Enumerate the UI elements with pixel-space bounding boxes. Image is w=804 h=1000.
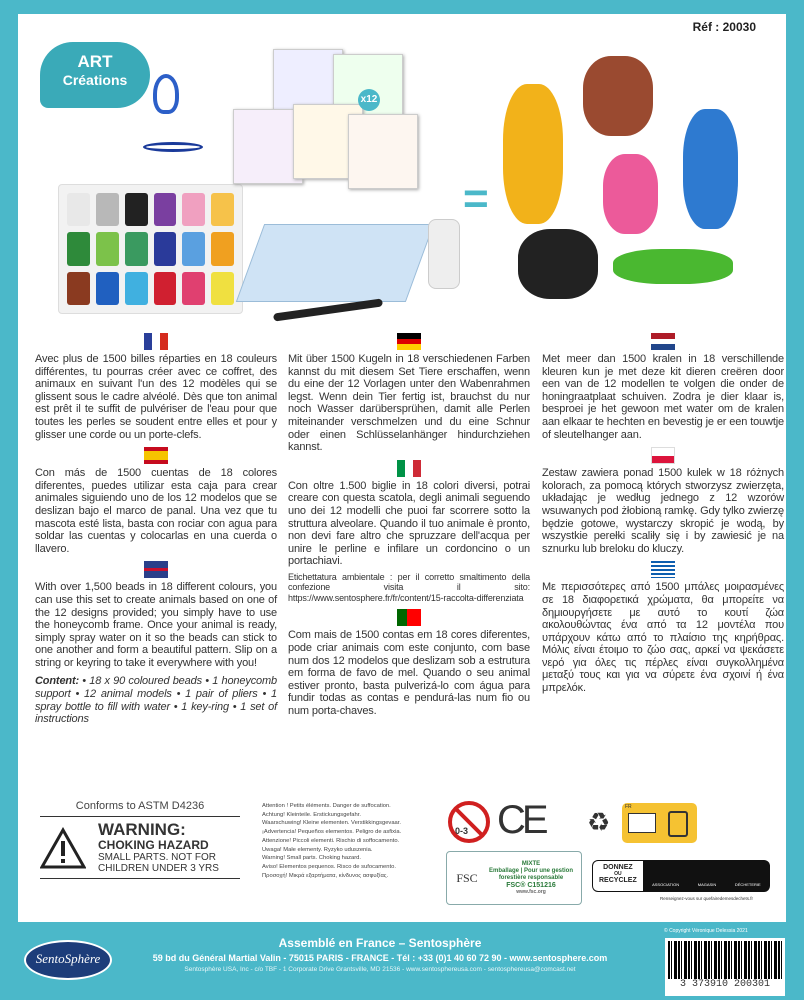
flag-de-icon — [397, 333, 421, 350]
logo-line2: Créations — [62, 72, 128, 88]
attention-line: Aviso! Elementos pequenos. Risco de sufocamento. — [262, 863, 396, 870]
recycling-info: Renseignez-vous sur quefairedemesdechets.fr — [660, 896, 754, 901]
astm-conformity: Conforms to ASTM D4236 — [40, 800, 240, 817]
bead-compartment — [67, 232, 90, 265]
address-fr: 59 bd du Général Martial Valin - 75015 PARIS - FRANCE - Tél : +33 (0)1 40 60 72 90 - www.sentosphere.com — [152, 953, 608, 963]
attention-line: Achtung! Kleinteile. Erstickungsgefahr. — [262, 811, 361, 818]
column-3 — [542, 333, 784, 701]
bead-compartment — [211, 272, 234, 305]
flag-pl-icon — [651, 447, 675, 464]
triman-icon: ♻ — [587, 807, 611, 837]
text-pl: Zestaw zawiera ponad 1500 kulek w 18 różnych kolorach, za pomocą których stworzysz zwierzęta, układając je według jednego z 12 wzorów wsuwanych pod żłobioną ramkę. Gdy tylko zwierzę będzie gotowe, wystarczy skropić je wodą, by wszystkie perełki scaliły się i by zawiesić je na sznurku lub breloku do kluczy. — [542, 467, 784, 555]
text-de: Mit über 1500 Kugeln in 18 verschiedenen Farben kannst du mit diesem Set Tiere erschaffen, wenn du eine der 12 Vorlagen unter den Wabenrahmen legst. Wenn dein Tier fertig ist, brauchst du nur noch Wasser darübersprühen, damit alle Perlen miteinander verschmelzen und du eine Schnur oder einen Schlüsselanhänger hindurchziehen kannst. — [288, 353, 530, 454]
barcode — [665, 938, 785, 996]
bead-compartment — [154, 193, 177, 226]
bead-tray — [58, 184, 243, 314]
box-icon — [628, 813, 656, 833]
ou-label: OU — [614, 871, 622, 877]
flag-nl-icon — [651, 333, 675, 350]
donnez-recyclez-banner — [592, 860, 770, 892]
content-list — [35, 675, 277, 725]
warning-title: WARNING: — [98, 820, 186, 839]
age-restriction-icon — [447, 800, 491, 849]
flag-uk-icon — [144, 561, 168, 578]
spray-bottle — [428, 219, 460, 289]
bead-compartment — [125, 193, 148, 226]
keychain-icon — [153, 74, 179, 114]
flag-it-icon — [397, 460, 421, 477]
art-creations-logo — [40, 42, 150, 108]
bead-compartment — [154, 232, 177, 265]
cord-icon — [143, 142, 203, 152]
choking-warning — [40, 800, 240, 879]
bead-compartment — [154, 272, 177, 305]
recyclez-label: RECYCLEZ — [599, 877, 637, 884]
text-fr: Avec plus de 1500 billes réparties en 18 couleurs différentes, tu pourras créer avec ce coffret, des animaux en suivant l'un des 12 modèles qui se glissent sous le cadre alvéolé. Dès que ton animal est prêt il te suffit de pulvériser de l'eau pour que toutes les perles se soudent entre elles et pour y glisser une corde ou un porte-clefs. — [35, 353, 277, 441]
flag-gr-icon — [651, 561, 675, 578]
bead-compartment — [96, 193, 119, 226]
bead-compartment — [96, 232, 119, 265]
bead-compartment — [67, 193, 90, 226]
sentosphere-logo: SentoSphère — [24, 940, 112, 980]
association-label: ASSOCIATION — [652, 881, 680, 887]
fsc-mixte-sub: Emballage | Pour une gestion forestière responsable — [488, 867, 574, 881]
reference-number: Réf : 20030 — [692, 20, 756, 34]
eco-note: Etichettatura ambientale : per il corretto smaltimento della confezione visita il sito: https://www.sentosphere.fr/fr/content/15-raccolta-differenziata — [288, 571, 530, 603]
honeycomb-frame — [236, 224, 434, 302]
fsc-code: FSC® C151216 — [506, 881, 556, 889]
warning-line2: CHILDREN UNDER 3 YRS — [98, 863, 219, 874]
bead-compartment — [182, 272, 205, 305]
bead-compartment — [67, 272, 90, 305]
bead-compartment — [125, 232, 148, 265]
fsc-logo: FSC — [456, 870, 478, 885]
content-text: • 18 x 90 coloured beads • 1 honeycomb support • 12 animal models • 1 pair of pliers • 1 spray bottle to fill with water • 1 key-ring • 1 set of instructions — [35, 675, 277, 726]
barcode-number: 3 373910 200301 — [679, 979, 770, 990]
flag-es-icon — [144, 447, 168, 464]
attention-line: Uwaga! Małe elementy. Ryzyko uduszenia. — [262, 846, 373, 853]
attention-line: Warning! Small parts. Choking hazard. — [262, 855, 362, 862]
fsc-mixte: MIXTE — [521, 860, 541, 867]
address-usa: Sentosphère USA, Inc - c/o TBF - 1 Corporate Drive Grantsville, MD 21536 - www.sentosphereusa.com - sentosphereusa@comcast.net — [184, 966, 576, 973]
attention-line: ¡Advertencia! Pequeños elementos. Peligro de asfixia. — [262, 829, 402, 836]
donnez-label: DONNEZ — [603, 864, 633, 871]
logo-line1: ART — [77, 52, 113, 71]
pattern-card — [348, 114, 418, 189]
column-1 — [35, 333, 277, 732]
fsc-label — [446, 851, 582, 905]
bead-compartment — [211, 232, 234, 265]
parrot-figure — [683, 109, 738, 229]
bead-compartment — [182, 193, 205, 226]
count-badge: x12 — [358, 89, 380, 111]
warning-triangle-icon — [40, 827, 86, 869]
text-nl: Met meer dan 1500 kralen in 18 verschillende kleuren kun je met deze kit dieren creëren door een van de 12 modellen te volgen die onder de honingraatplaat schuiven. Zodra je dier klaar is, besproei je het gewoon met water om de kralen aan elkaar te hechten en bevestig je er een touwtje of sleutelhanger aan. — [542, 353, 784, 441]
text-es: Con más de 1500 cuentas de 18 colores diferentes, puedes utilizar esta caja para crear animales siguiendo uno de los 12 modelos que se deslizan bajo el marco de panal. Una vez que tu mascota esté lista, basta con rociar con agua para soldar las cuentas y colocarlas en una cuerda o llavero. — [35, 467, 277, 555]
attention-line: Προσοχή! Μικρά εξαρτήματα, κίνδυνος ασφυξίας. — [262, 872, 389, 879]
flag-pt-icon — [397, 609, 421, 626]
attention-line: Attention ! Petits éléments. Danger de suffocation. — [262, 803, 391, 809]
equals-sign: = — [463, 174, 489, 223]
text-el: Με περισσότερες από 1500 μπάλες μοιρασμένες σε 18 διαφορετικά χρώματα, θα μπορείτε να δημιουργήσετε με αυτό το κουτί ζώα ακολουθώντας ένα από τα 12 μοντέλα που υπάρχουν κάτω από το πλαίσιο της κηρήθρας. Μόλις είναι έτοιμο το ζώο σας, αρκεί να ψεκάσετε νερό για όλες τις πέρλες είναι συγκολλημένα μεταξύ τους και για να σύρετε ένα σχοινί ή ένα μπρελόκ. — [542, 581, 784, 695]
warning-line1: SMALL PARTS. NOT FOR — [98, 852, 216, 863]
bead-compartment — [125, 272, 148, 305]
lizard-figure — [613, 249, 733, 284]
barcode-bars — [668, 941, 782, 979]
content-label: Content: — [35, 675, 80, 688]
text-pt: Com mais de 1500 contas em 18 cores diferentes, pode criar animais com este conjunto, com base num dos 12 modelos que deslizam sob a estrutura em forma de favo de mel. Quando o seu animal estiver pronto, basta pulverizá-lo com água para fundir todas as contas e pendurá-las num fio ou num porta-chaves. — [288, 629, 530, 717]
recycle-bin-icon — [668, 811, 688, 837]
triman-sort-info — [622, 803, 697, 843]
flag-fr-icon — [144, 333, 168, 350]
kangaroo-figure — [503, 84, 563, 224]
bead-compartment — [211, 193, 234, 226]
text-it: Con oltre 1.500 biglie in 18 colori diversi, potrai creare con questa scatola, degli animali seguendo uno dei 12 modelli che puoi far scorrere sotto la struttura alveolare. Quando il tuo animale è pronto, non devi fare altro che spruzzare dell'acqua per unire le perline e infilare un cordoncino o un portachiavi. — [288, 479, 530, 568]
fr-badge: FR — [625, 804, 632, 810]
attention-list — [262, 802, 440, 880]
attention-line: Waarschuwing! Kleine elementen. Verstikkingsgevaar. — [262, 820, 401, 827]
squirrel-figure — [583, 56, 653, 136]
text-en: With over 1,500 beads in 18 different colours, you can use this set to create animals based on one of the 12 designs provided; you simply have to use the honeycomb frame. Once your animal is ready, simply spray water on it so the beads can stick to one another and form a beautiful pattern. Slip on a string or keyring to take it everywhere with you! — [35, 581, 277, 669]
attention-line: Attenzione! Piccoli elementi. Rischio di soffocamento. — [262, 837, 400, 844]
flamingo-figure — [603, 154, 658, 234]
toucan-figure — [518, 229, 598, 299]
magasin-label: MAGASIN — [697, 881, 717, 887]
warning-subtitle: CHOKING HAZARD — [98, 838, 209, 852]
copyright: © Copyright Véronique Delessia 2021 — [664, 928, 748, 934]
column-2 — [288, 333, 530, 724]
decheterie-label: DÉCHETERIE — [734, 881, 761, 887]
bead-compartment — [96, 272, 119, 305]
assembled-in: Assemblé en France – Sentosphère — [278, 936, 482, 950]
age-label: 0-3 — [455, 826, 469, 836]
ce-mark: CE — [497, 798, 545, 842]
bead-compartment — [182, 232, 205, 265]
fsc-url: www.fsc.org — [516, 888, 546, 895]
